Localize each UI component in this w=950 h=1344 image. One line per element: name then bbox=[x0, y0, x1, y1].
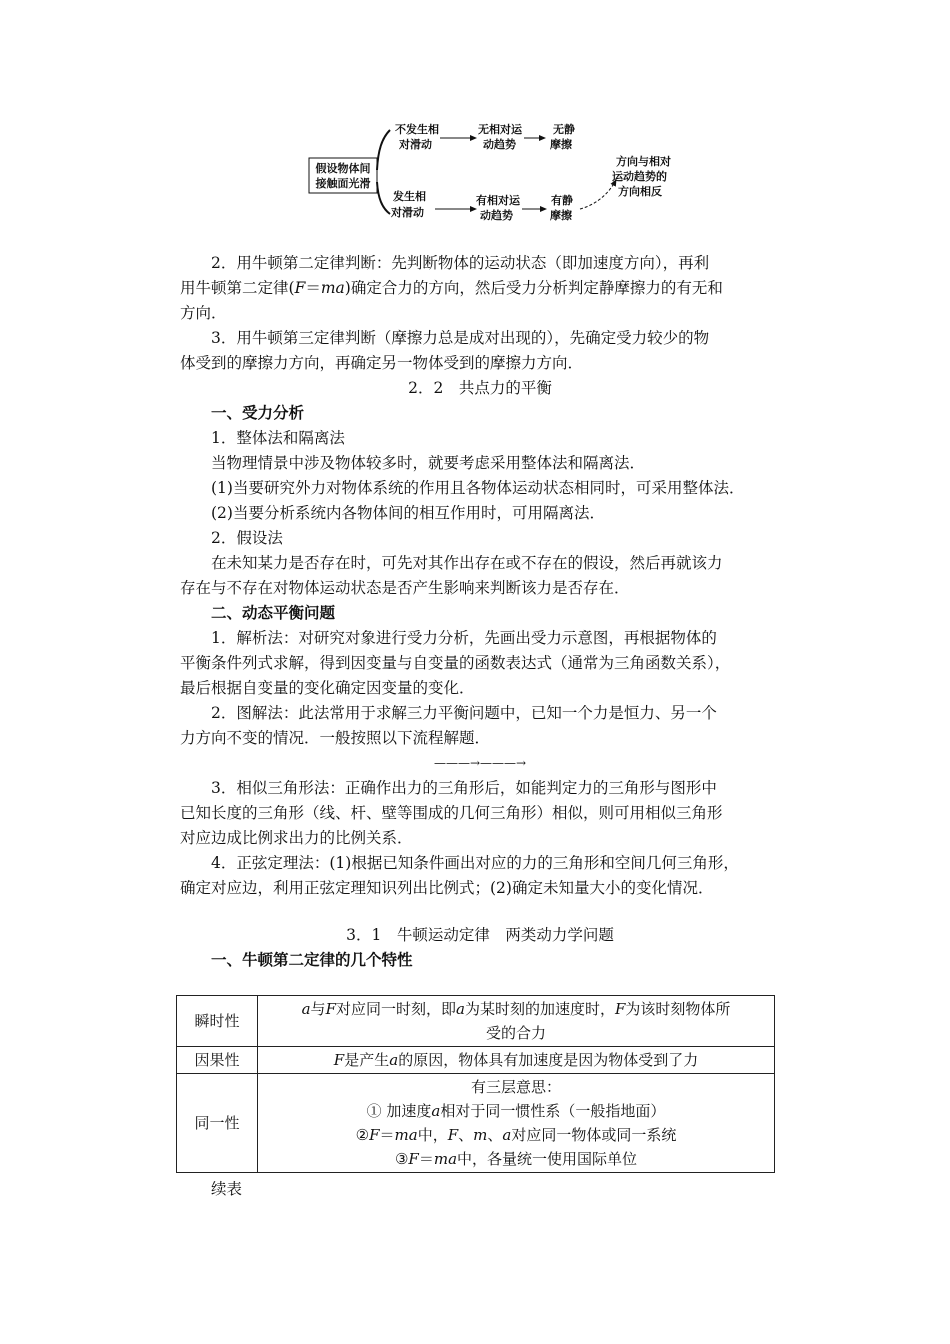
cell-instantaneity: a与F对应同一时刻，即a为某时刻的加速度时，F为该时刻物体所 受的合力 bbox=[258, 996, 775, 1047]
para-3-line-1: 3．用牛顿第三定律判断（摩擦力总是成对出现的），先确定受力较少的物 bbox=[211, 329, 710, 347]
para-2-line-2: 用牛顿第二定律(F＝ma)确定合力的方向，然后受力分析判定静摩擦力的有无和 bbox=[180, 279, 723, 297]
text-analytic-2: 平衡条件列式求解，得到因变量与自变量的函数表达式（通常为三角函数关系）， bbox=[180, 654, 731, 672]
text-similar-3: 对应边成比例求出力的比例关系． bbox=[180, 829, 413, 847]
lower-c-2: 摩擦 bbox=[550, 209, 572, 222]
note-line-3: 方向相反 bbox=[618, 185, 662, 198]
lower-b-2: 动趋势 bbox=[480, 209, 513, 222]
lower-c-1: 有静 bbox=[551, 194, 573, 207]
upper-c-1: 无静 bbox=[553, 123, 575, 136]
text-graphic-2: 力方向不变的情况．一般按照以下流程解题． bbox=[180, 729, 491, 747]
text-similar-2: 已知长度的三角形（线、杆、壁等围成的几何三角形）相似，则可用相似三角形 bbox=[180, 804, 723, 822]
heading-dynamic-equilibrium: 二、动态平衡问题 bbox=[211, 604, 336, 622]
flow-arrows: ———→———→ bbox=[433, 756, 527, 770]
para-2-line-3: 方向． bbox=[180, 304, 227, 322]
newton-law-properties-table bbox=[176, 995, 775, 1173]
upper-c-2: 摩擦 bbox=[550, 138, 572, 151]
text-assumption-1: 在未知某力是否存在时，可先对其作出存在或不存在的假设，然后再就该力 bbox=[211, 554, 723, 572]
upper-a-1: 不发生相 bbox=[395, 123, 439, 136]
section-title-2-2: 2．2 共点力的平衡 bbox=[408, 379, 552, 397]
section-title-3-1: 3．1 牛顿运动定律 两类动力学问题 bbox=[346, 926, 614, 944]
text-isolation-method: (2)当要分析系统内各物体间的相互作用时，可用隔离法． bbox=[211, 504, 605, 522]
para-3-line-2: 体受到的摩擦力方向，再确定另一物体受到的摩擦力方向． bbox=[180, 354, 584, 372]
lower-a-2: 对滑动 bbox=[391, 206, 424, 219]
table-row bbox=[177, 1074, 775, 1173]
heading-newton-second-law: 一、牛顿第二定律的几个特性 bbox=[211, 951, 413, 969]
table-row bbox=[177, 996, 775, 1047]
note-line-2: 运动趋势的 bbox=[612, 170, 667, 183]
upper-b-1: 无相对运 bbox=[478, 123, 522, 136]
lower-a-1: 发生相 bbox=[393, 190, 426, 203]
upper-b-2: 动趋势 bbox=[483, 138, 516, 151]
text-sine-2: 确定对应边，利用正弦定理知识列出比例式；(2)确定未知量大小的变化情况． bbox=[180, 879, 714, 897]
cell-causality: F是产生a的原因，物体具有加速度是因为物体受到了力 bbox=[258, 1047, 775, 1074]
friction-judgement-diagram bbox=[290, 110, 730, 235]
text-sine-1: 4．正弦定理法：(1)根据已知条件画出对应的力的三角形和空间几何三角形， bbox=[211, 854, 739, 872]
upper-a-2: 对滑动 bbox=[399, 138, 432, 151]
text-analytic-1: 1．解析法：对研究对象进行受力分析，先画出受力示意图，再根据物体的 bbox=[211, 629, 717, 647]
row-header-instantaneity: 瞬时性 bbox=[177, 996, 258, 1047]
start-line-2: 接触面光滑 bbox=[315, 177, 371, 190]
continued-label: 续表 bbox=[211, 1180, 243, 1198]
text-whole-method: (1)当要研究外力对物体系统的作用且各物体运动状态相同时，可采用整体法． bbox=[211, 479, 745, 497]
text-graphic-1: 2．图解法：此法常用于求解三力平衡问题中，已知一个力是恒力、另一个 bbox=[211, 704, 717, 722]
start-line-1: 假设物体间 bbox=[315, 162, 371, 175]
cell-identity: 有三层意思： ① 加速度a相对于同一惯性系（一般指地面） ②F＝ma中，F、m、a对应同一物体或同一系统 ③F＝ma中，各量统一使用国际单位 bbox=[258, 1074, 775, 1173]
subheading-whole-isolation: 1．整体法和隔离法 bbox=[211, 429, 345, 447]
lower-branch-curve bbox=[377, 182, 390, 214]
dashed-arrow bbox=[580, 180, 616, 209]
text-analytic-3: 最后根据自变量的变化确定因变量的变化． bbox=[180, 679, 475, 697]
table-row bbox=[177, 1047, 775, 1074]
para-2-line-1: 2．用牛顿第二定律判断：先判断物体的运动状态（即加速度方向），再利 bbox=[211, 254, 710, 272]
subheading-assumption: 2．假设法 bbox=[211, 529, 283, 547]
text-whole-isolation: 当物理情景中涉及物体较多时，就要考虑采用整体法和隔离法． bbox=[211, 454, 646, 472]
note-line-1: 方向与相对 bbox=[616, 155, 671, 168]
heading-force-analysis: 一、受力分析 bbox=[211, 404, 305, 422]
text-similar-1: 3．相似三角形法：正确作出力的三角形后，如能判定力的三角形与图形中 bbox=[211, 779, 717, 797]
lower-b-1: 有相对运 bbox=[476, 194, 520, 207]
row-header-identity: 同一性 bbox=[177, 1074, 258, 1173]
row-header-causality: 因果性 bbox=[177, 1047, 258, 1074]
text-assumption-2: 存在与不存在对物体运动状态是否产生影响来判断该力是否存在． bbox=[180, 579, 630, 597]
upper-branch-curve bbox=[377, 130, 390, 170]
